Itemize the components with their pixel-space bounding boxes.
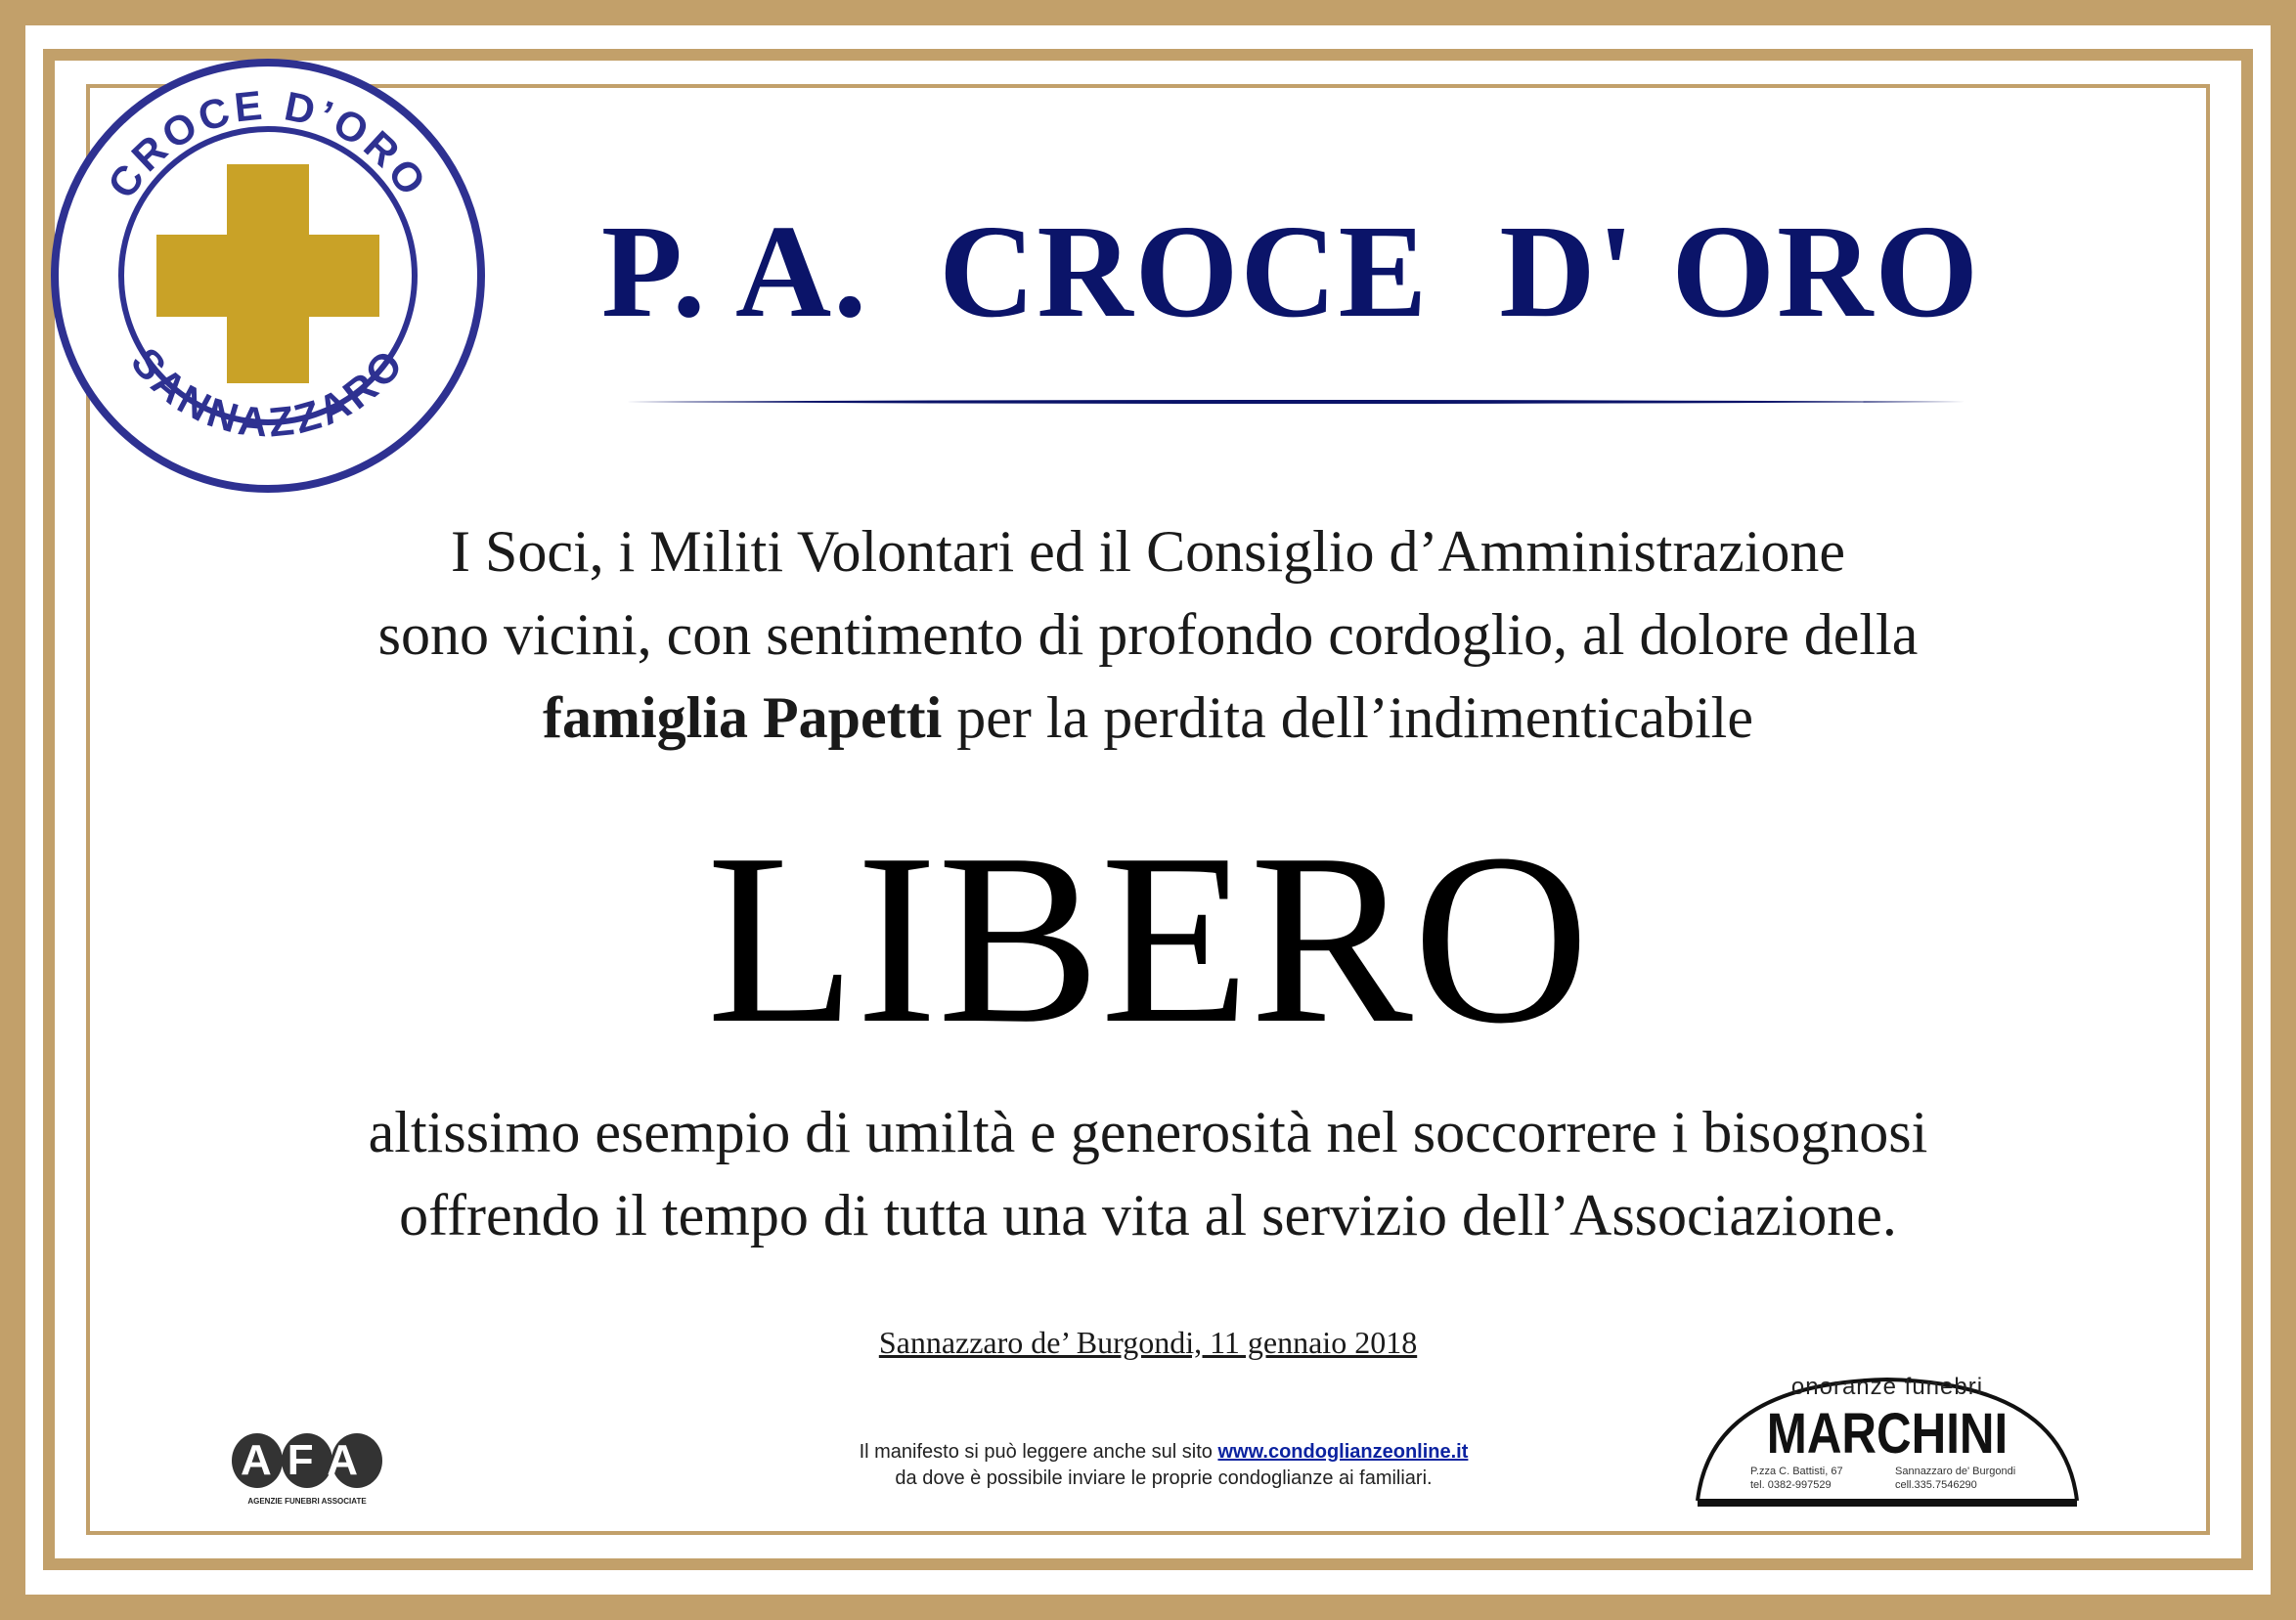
marchini-address: P.zza C. Battisti, 67 — [1750, 1466, 1843, 1477]
marchini-mobile: cell.335.7546290 — [1895, 1479, 1977, 1491]
deceased-name: LIBERO — [706, 804, 1590, 1074]
website-note — [645, 1439, 1682, 1492]
note-line-1 — [645, 1439, 1682, 1466]
tribute-line-1: altissimo esempio di umiltà e generosità nel soccorrere i bisognosi — [368, 1100, 1928, 1164]
note-line-2: da dove è possibile inviare le proprie condoglianze ai familiari. — [895, 1467, 1433, 1489]
tribute-message — [176, 1091, 2120, 1257]
condolence-message — [176, 510, 2120, 760]
condoglianze-link[interactable]: www.condoglianzeonline.it — [1217, 1441, 1469, 1463]
family-name: famiglia Papetti — [543, 685, 943, 750]
croce-doro-logo — [43, 51, 493, 501]
marchini-name: MARCHINI — [1766, 1402, 2009, 1466]
note-line-1-text: Il manifesto si può leggere anche sul sito — [859, 1441, 1218, 1463]
marchini-phone: tel. 0382-997529 — [1750, 1479, 1832, 1491]
afa-letters: AFA — [241, 1436, 374, 1484]
message-line-3 — [176, 677, 2120, 760]
marchini-city: Sannazzaro de' Burgondi — [1895, 1466, 2016, 1477]
organization-title: P. A. CROCE D' ORO — [600, 198, 1981, 345]
title-divider — [626, 399, 1965, 405]
place-and-date: Sannazzaro de’ Burgondi, 11 gennaio 2018 — [878, 1325, 1418, 1360]
tribute-line-2: offrendo il tempo di tutta una vita al servizio dell’Associazione. — [399, 1183, 1897, 1248]
message-line-1: I Soci, i Militi Volontari ed il Consiglio d’Amministrazione — [450, 519, 1846, 584]
marchini-funeral-home-logo — [1692, 1364, 2083, 1511]
logo-top-text: CROCE D’ORO — [98, 81, 438, 207]
message-line-2: sono vicini, con sentimento di profondo cordoglio, al dolore della — [377, 602, 1919, 667]
afa-logo — [229, 1429, 385, 1510]
logo-bottom-text: SANNAZZARO — [121, 338, 415, 446]
message-line-3-rest: per la perdita dell’indimenticabile — [942, 685, 1753, 750]
marchini-subtitle: onoranze funebri — [1790, 1374, 1984, 1400]
afa-caption: AGENZIE FUNEBRI ASSOCIATE — [247, 1497, 367, 1506]
